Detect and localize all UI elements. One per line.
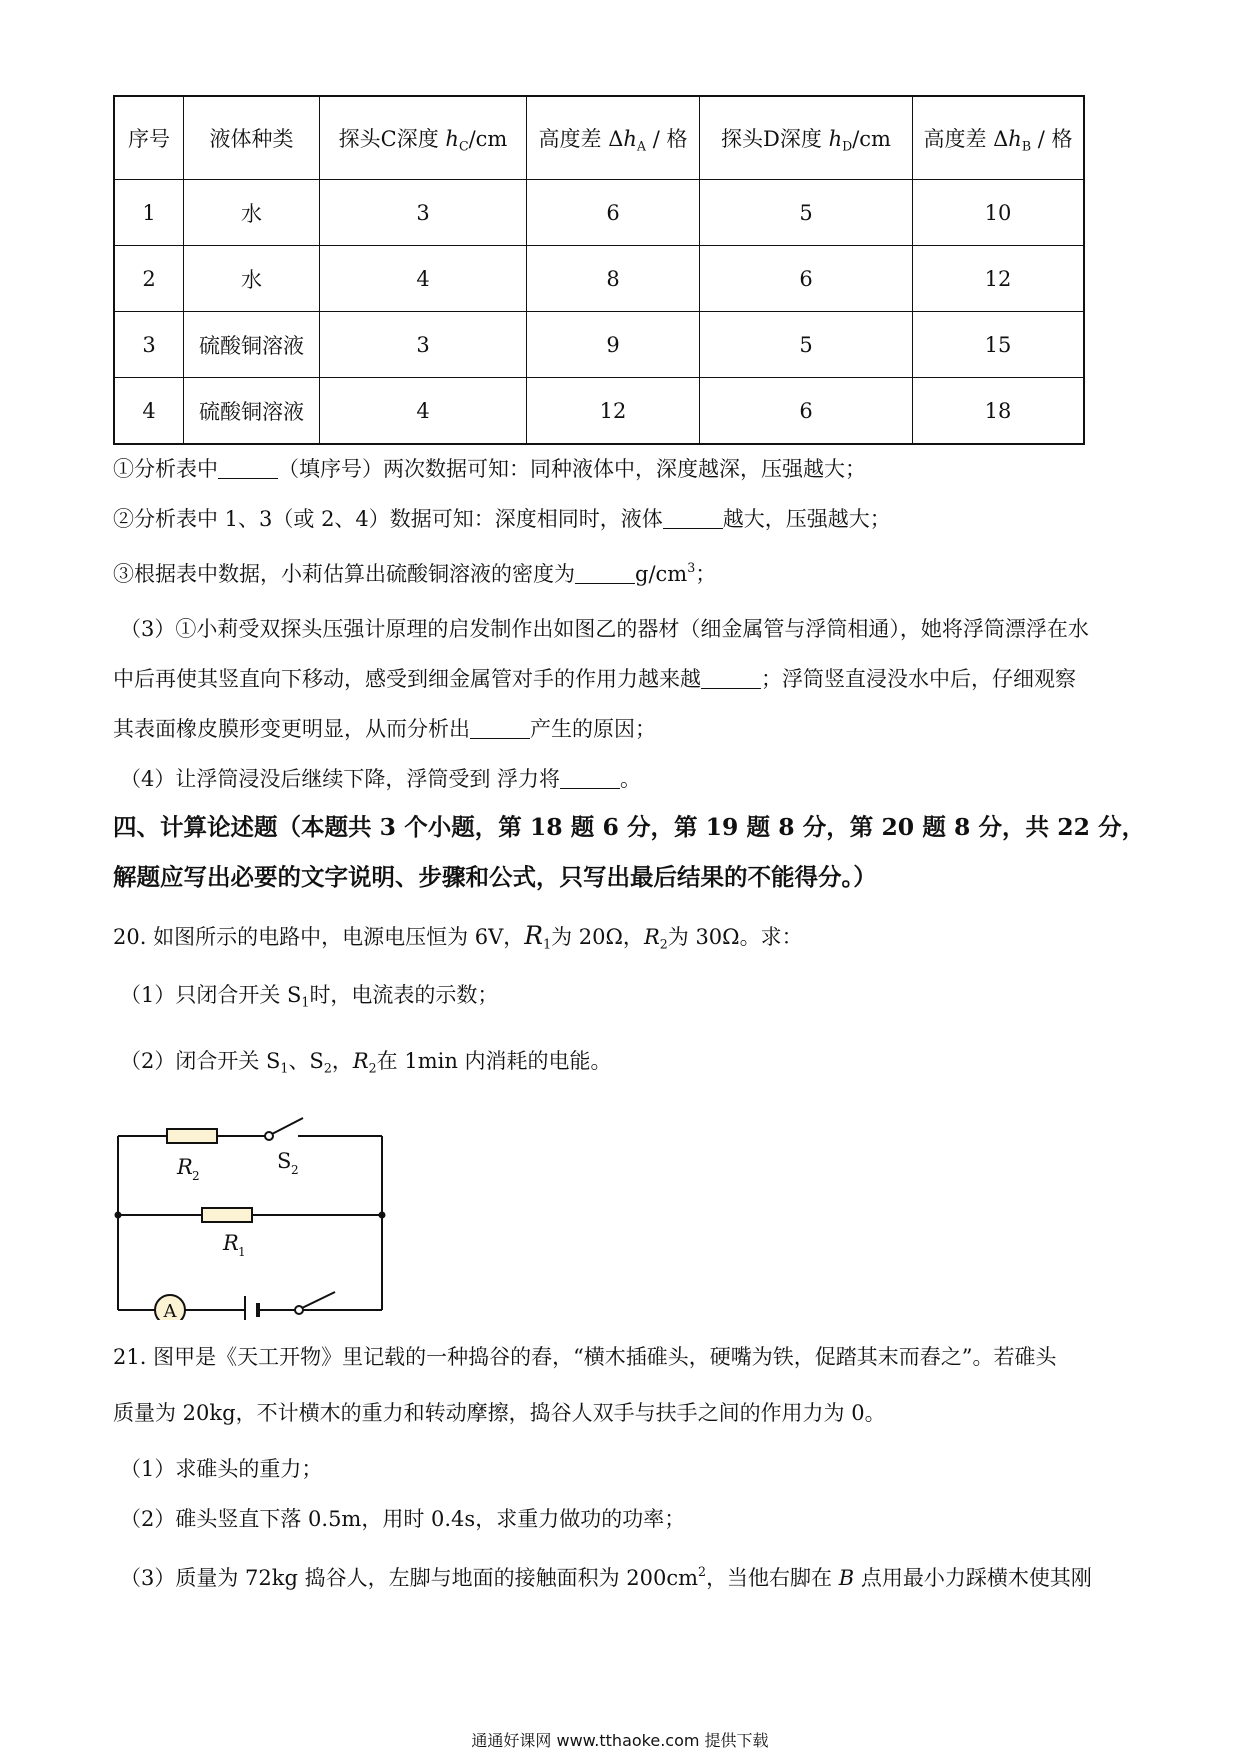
- section-4-heading-2: 解题应写出必要的文字说明、步骤和公式，只写出最后结果的不能得分。）: [113, 863, 877, 891]
- q21-stem-2: 质量为 20kg，不计横木的重力和转动摩擦，捣谷人双手与扶手之间的作用力为 0。: [113, 1401, 886, 1425]
- table-cell: 5: [700, 180, 913, 246]
- table-cell: 18: [913, 378, 1085, 445]
- q20-part-2: （2）闭合开关 $S_1$、$S_2$，$R_2$在 1min 内消耗的电能。: [120, 1049, 612, 1076]
- col-header-liquid: 液体种类: [184, 96, 320, 180]
- answer-blank[interactable]: [575, 562, 635, 584]
- table-cell: 水: [184, 180, 320, 246]
- experiment-table: [113, 95, 1085, 445]
- q20-stem: 20. 如图所示的电路中，电源电压恒为 6V，$R_1$为 20Ω，$R_2$为 30Ω。求：: [113, 921, 803, 952]
- table-header-row: [114, 96, 1084, 180]
- q3-line-2: 中后再使其竖直向下移动，感受到细金属管对手的作用力越来越 ；浮筒竖直浸没水中后，仔细观察: [113, 667, 1076, 691]
- answer-blank[interactable]: [560, 767, 620, 789]
- q20-part-1: （1）只闭合开关 $S_1$时，电流表的示数；: [120, 983, 499, 1010]
- answer-blank[interactable]: [470, 717, 530, 739]
- junction-dot: [379, 1212, 386, 1219]
- col-header-delta-ha: 高度差 $\Delta h_A$ / 格: [527, 96, 700, 180]
- table-cell: 9: [527, 312, 700, 378]
- table-row: [114, 180, 1084, 246]
- s2-label-sub: 2: [291, 1163, 299, 1177]
- switch-s2: [265, 1118, 303, 1140]
- col-header-index: 序号: [114, 96, 184, 180]
- table-cell: 12: [913, 246, 1085, 312]
- table-cell: 3: [320, 180, 527, 246]
- q2-part-c: ③根据表中数据，小莉估算出硫酸铜溶液的密度为 $g/cm^3$；: [113, 560, 717, 586]
- r2-label: R: [177, 1155, 193, 1179]
- table-cell: 水: [184, 246, 320, 312]
- table-cell: 10: [913, 180, 1085, 246]
- table-cell: 2: [114, 246, 184, 312]
- table-cell: 8: [527, 246, 700, 312]
- r2-label-sub: 2: [192, 1169, 200, 1183]
- table-cell: 6: [700, 246, 913, 312]
- resistor-r2: [167, 1129, 217, 1143]
- col-header-c-depth: 探头C深度 $h_C/cm$: [320, 96, 527, 180]
- table-cell: 3: [320, 312, 527, 378]
- answer-blank[interactable]: [701, 667, 761, 689]
- battery: [245, 1296, 258, 1320]
- q21-part-3: （3）质量为 72kg 捣谷人，左脚与地面的接触面积为 $200cm^2$，当他右脚在 B 点用最小力踩横木使其刚: [120, 1564, 1092, 1590]
- table-cell: 3: [114, 312, 184, 378]
- s2-label: S: [277, 1149, 292, 1173]
- circuit-diagram: [105, 1110, 395, 1320]
- table-cell: 6: [700, 378, 913, 445]
- q21-stem-1: 21. 图甲是《天工开物》里记载的一种捣谷的舂，“横木插碓头，硬嘴为铁，促踏其末而舂之”。若碓头: [113, 1345, 1057, 1369]
- table-cell: 5: [700, 312, 913, 378]
- page-footer: 通通好课网 www.tthaoke.com 提供下载: [471, 1731, 769, 1750]
- table-cell: 硫酸铜溶液: [184, 378, 320, 445]
- table-cell: 4: [114, 378, 184, 445]
- r1-label: R: [223, 1231, 239, 1255]
- q21-part-2: （2）碓头竖直下落 0.5m，用时 0.4s，求重力做功的功率；: [120, 1507, 686, 1531]
- table-cell: 4: [320, 378, 527, 445]
- q3-line-1: （3）①小莉受双探头压强计原理的启发制作出如图乙的器材（细金属管与浮筒相通），她将浮筒漂浮在水: [120, 617, 1089, 641]
- q4-line: （4）让浮筒浸没后继续下降，浮筒受到 浮力将 。: [120, 767, 642, 791]
- table-cell: 12: [527, 378, 700, 445]
- answer-blank[interactable]: [663, 507, 723, 529]
- col-header-d-depth: 探头D深度 $h_D/cm$: [700, 96, 913, 180]
- answer-blank[interactable]: [218, 457, 278, 479]
- junction-dot: [115, 1212, 122, 1219]
- table-cell: 4: [320, 246, 527, 312]
- table-row: [114, 246, 1084, 312]
- q3-line-3: 其表面橡皮膜形变更明显，从而分析出 产生的原因；: [113, 717, 656, 741]
- section-4-heading: 四、计算论述题（本题共 3 个小题，第 18 题 6 分，第 19 题 8 分，第 20 题 8 分，共 22 分，: [113, 813, 1146, 841]
- table-row: [114, 312, 1084, 378]
- q2-part-a: ①分析表中 （填序号）两次数据可知：同种液体中，深度越深，压强越大；: [113, 457, 866, 481]
- ammeter: [155, 1295, 185, 1320]
- svg-text:A: A: [163, 1301, 177, 1320]
- table-row: [114, 378, 1084, 445]
- table-cell: 15: [913, 312, 1085, 378]
- q2-part-b: ②分析表中 1、3（或 2、4）数据可知：深度相同时，液体 越大，压强越大；: [113, 507, 891, 531]
- table-cell: 硫酸铜溶液: [184, 312, 320, 378]
- q21-part-1: （1）求碓头的重力；: [120, 1457, 323, 1481]
- col-header-delta-hb: 高度差 $\Delta h_B$ / 格: [913, 96, 1085, 180]
- r1-label-sub: 1: [238, 1245, 246, 1259]
- resistor-r1: [202, 1208, 252, 1222]
- table-cell: 1: [114, 180, 184, 246]
- table-cell: 6: [527, 180, 700, 246]
